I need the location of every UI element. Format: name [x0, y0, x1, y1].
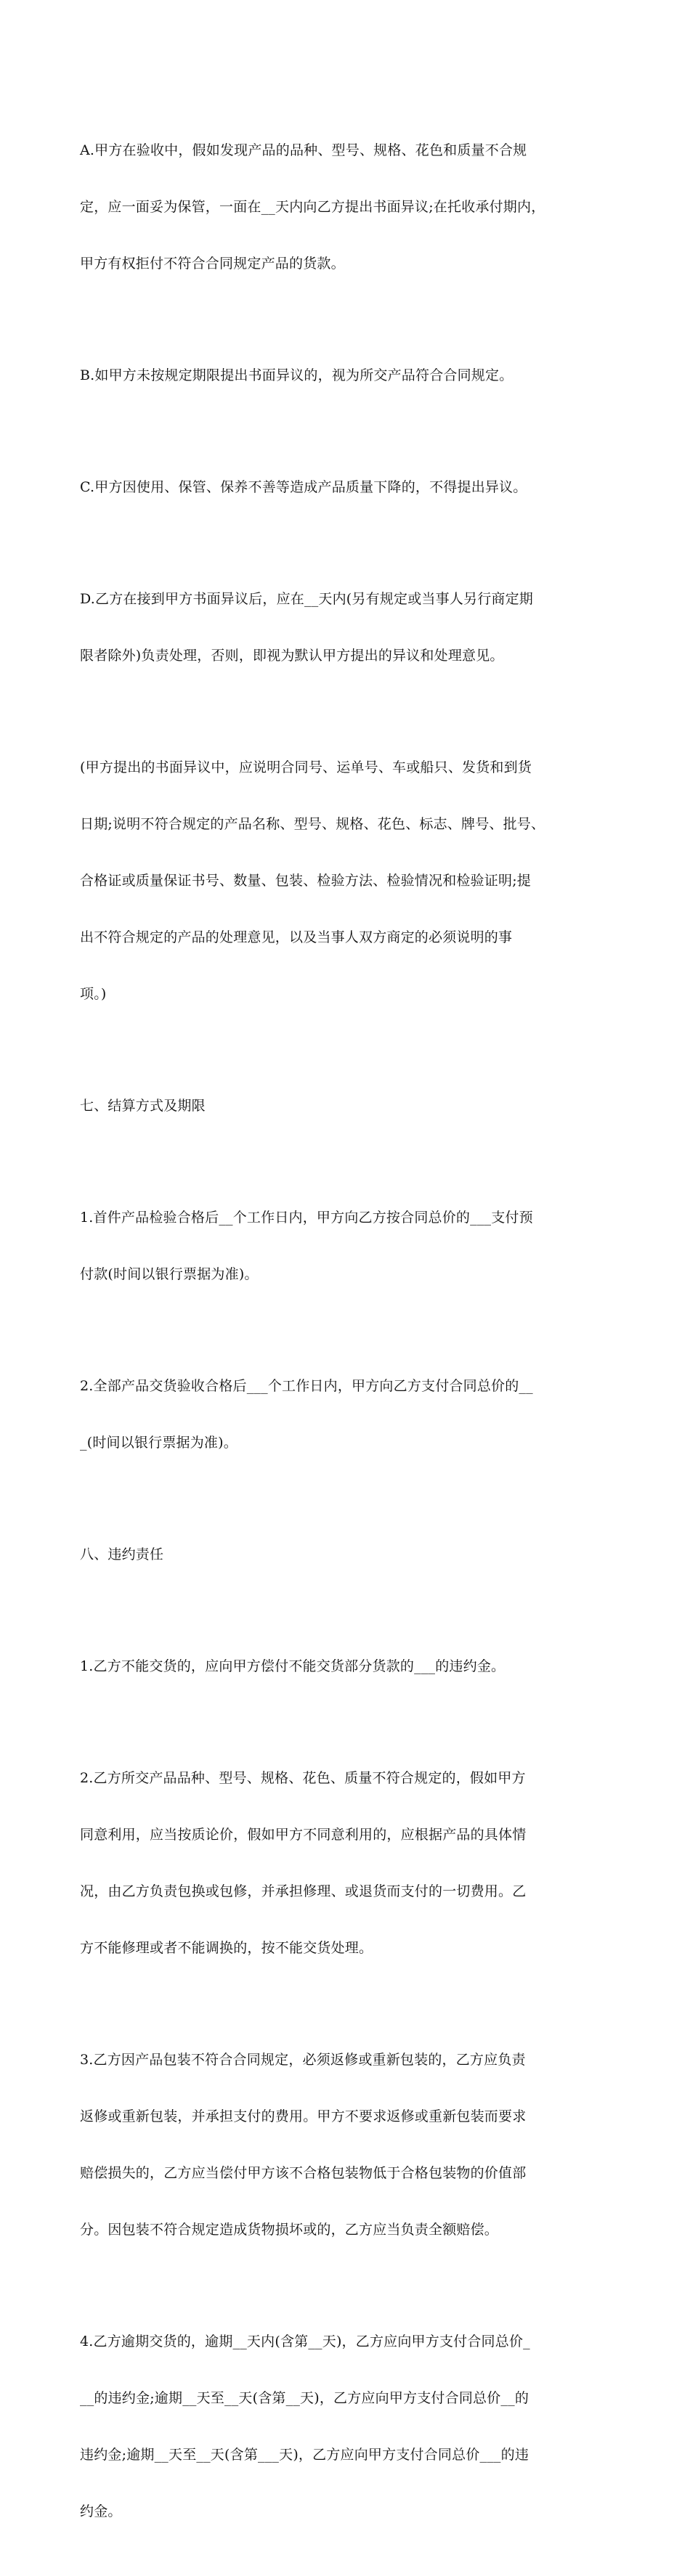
clause-7-1	[80, 1170, 617, 1321]
text-line: 2.全部产品交货验收合格后___个工作日内，甲方向乙方支付合同总价的__	[80, 1378, 533, 1394]
clause-7-2	[80, 1339, 617, 1490]
text-line: 4.乙方逾期交货的，逾期__天内(含第__天)，乙方应向甲方支付合同总价_	[80, 2334, 530, 2349]
text-line: 1.首件产品检验合格后__个工作日内，甲方向乙方按合同总价的___支付预	[80, 1210, 533, 1226]
paragraph-a	[80, 103, 617, 311]
text-line: _(时间以银行票据为准)。	[80, 1435, 238, 1451]
text-line: 日期;说明不符合规定的产品名称、型号、规格、花色、标志、牌号、批号、	[80, 816, 545, 832]
paragraph-c	[80, 440, 617, 534]
text-line: 出不符合规定的产品的处理意见，以及当事人双方商定的必须说明的事	[80, 929, 513, 945]
text-line: 方不能修理或者不能调换的，按不能交货处理。	[80, 1940, 373, 1956]
text-line: 合格证或质量保证书号、数量、包装、检验方法、检验情况和检验证明;提	[80, 873, 532, 889]
text-line: D.乙方在接到甲方书面异议后，应在__天内(另有规定或当事人另行商定期	[80, 591, 534, 607]
text-line: 赔偿损失的，乙方应当偿付甲方该不合格包装物低于合格包装物的价值部	[80, 2165, 527, 2181]
text-line: 付款(时间以银行票据为准)。	[80, 1266, 259, 1282]
text-line: 项。)	[80, 986, 107, 1002]
text-line: 同意利用，应当按质论价，假如甲方不同意利用的，应根据产品的具体情	[80, 1827, 527, 1843]
text-line: 违约金;逾期__天至__天(含第___天)，乙方应向甲方支付合同总价___的违	[80, 2447, 529, 2463]
paragraph-note	[80, 720, 617, 1041]
text-line: 2.乙方所交产品品种、型号、规格、花色、质量不符合规定的，假如甲方	[80, 1770, 526, 1786]
text-line: B.如甲方未按规定期限提出书面异议的，视为所交产品符合合同规定。	[80, 367, 514, 383]
text-line: (甲方提出的书面异议中，应说明合同号、运单号、车或船只、发货和到货	[80, 759, 532, 775]
section-heading-8	[80, 1507, 617, 1602]
text-line: A.甲方在验收中，假如发现产品的品种、型号、规格、花色和质量不合规	[80, 142, 527, 158]
text-line: __的违约金;逾期__天至__天(含第__天)，乙方应向甲方支付合同总价__的	[80, 2390, 529, 2406]
text-line: 返修或重新包装，并承担支付的费用。甲方不要求返修或重新包装而要求	[80, 2108, 527, 2124]
section-title: 七、结算方式及期限	[80, 1098, 206, 1114]
text-line: 限者除外)负责处理，否则，即视为默认甲方提出的异议和处理意见。	[80, 648, 504, 664]
paragraph-b	[80, 328, 617, 423]
text-line: 定，应一面妥为保管，一面在__天内向乙方提出书面异议;在托收承付期内，	[80, 199, 545, 215]
section-title: 八、违约责任	[80, 1546, 164, 1562]
text-line: C.甲方因使用、保管、保养不善等造成产品质量下降的，不得提出异议。	[80, 479, 527, 495]
clause-8-4	[80, 2294, 617, 2559]
text-line: 况，由乙方负责包换或包修，并承担修理、或退货而支付的一切费用。乙	[80, 1883, 527, 1899]
clause-8-1	[80, 1619, 617, 1713]
text-line: 分。因包装不符合规定造成货物损坏或的，乙方应当负责全额赔偿。	[80, 2222, 499, 2238]
text-line: 1.乙方不能交货的，应向甲方偿付不能交货部分货款的___的违约金。	[80, 1658, 506, 1674]
section-heading-7	[80, 1059, 617, 1153]
clause-8-2	[80, 1731, 617, 1995]
text-line: 甲方有权拒付不符合合同规定产品的货款。	[80, 256, 345, 272]
paragraph-d	[80, 552, 617, 703]
text-line: 3.乙方因产品包装不符合合同规定，必须返修或重新包装的，乙方应负责	[80, 2052, 526, 2068]
document-page	[80, 103, 617, 2576]
text-line: 约金。	[80, 2503, 122, 2519]
clause-8-3	[80, 2013, 617, 2277]
